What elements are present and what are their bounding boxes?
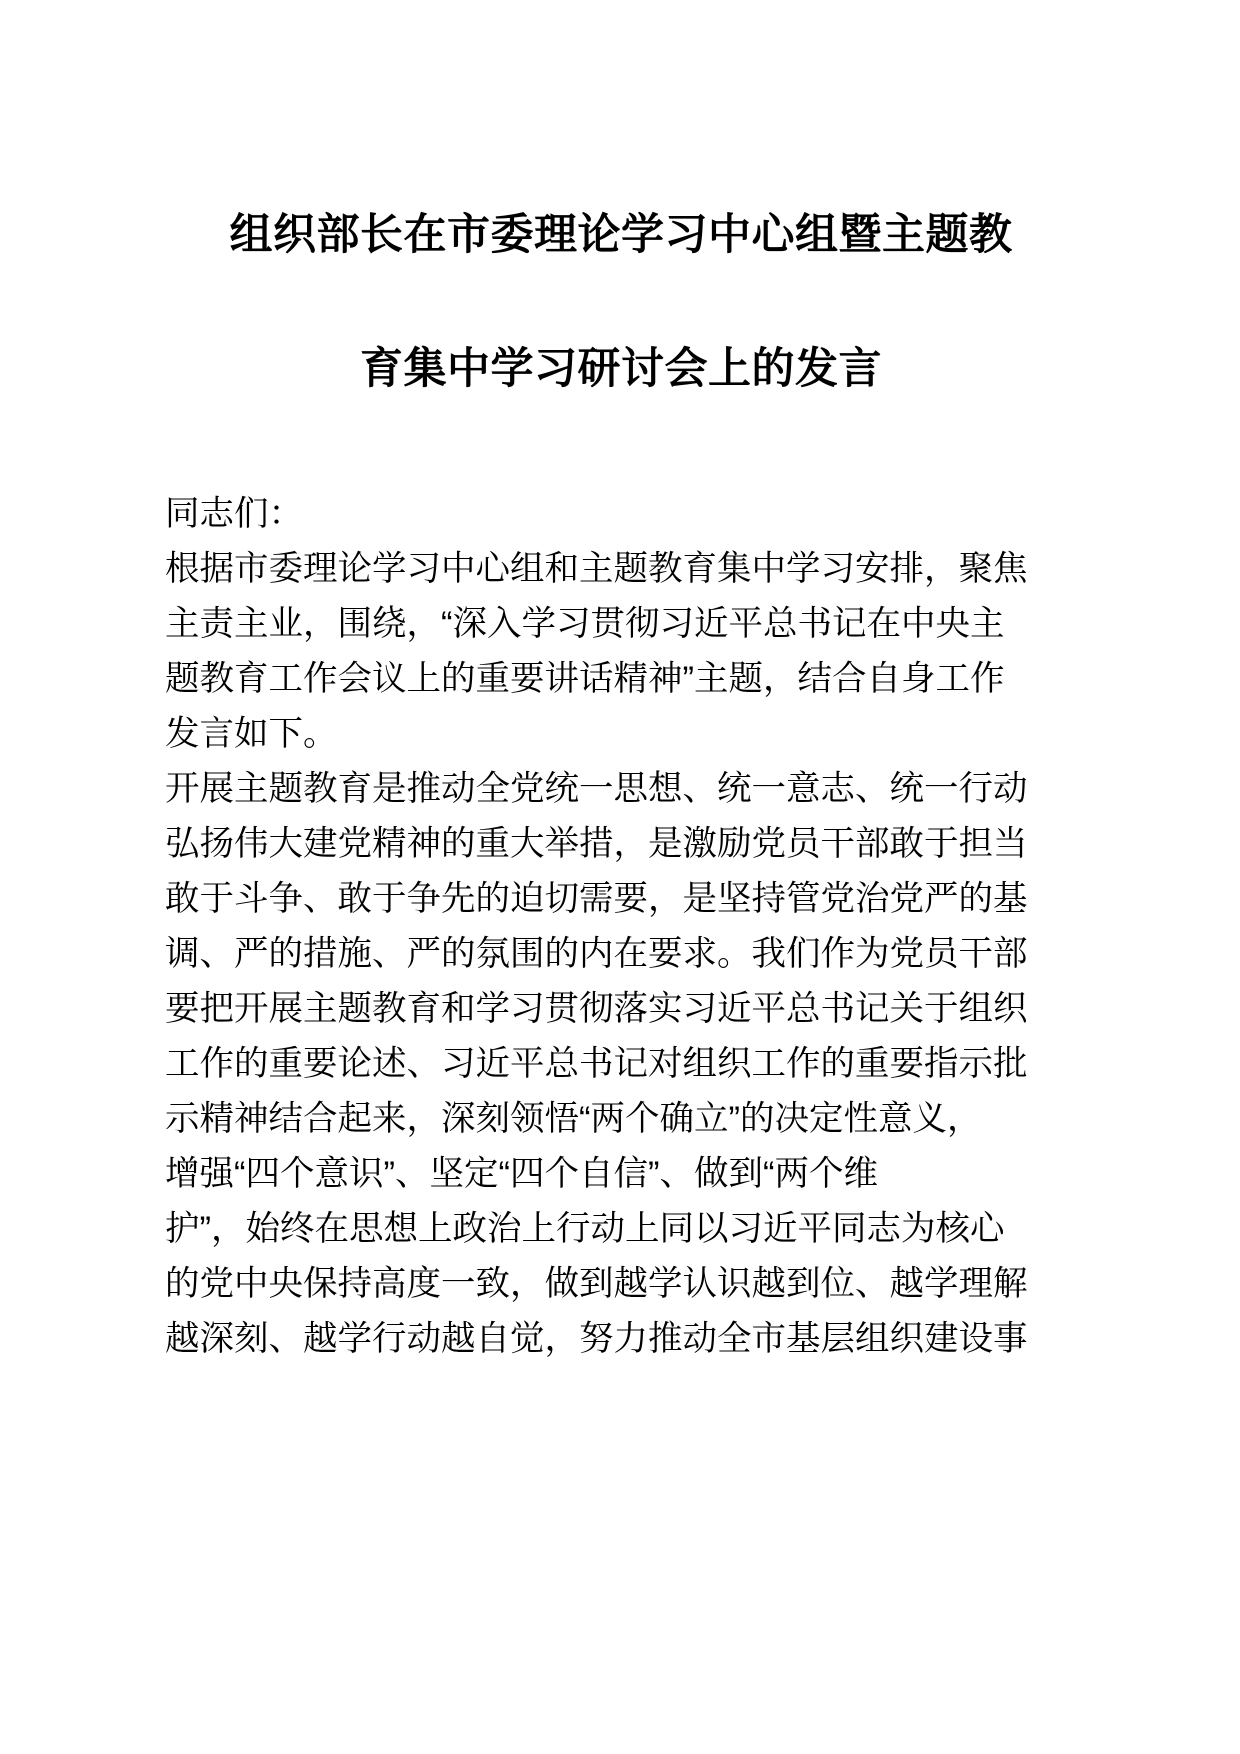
paragraph-2-line-1: 开展主题教育是推动全党统一思想、统一意志、统一行动 (165, 770, 1028, 808)
paragraph-1-line-1: 根据市委理论学习中心组和主题教育集中学习安排，聚焦 (165, 550, 1028, 588)
title-line-1: 组织部长在市委理论学习中心组暨主题教 (229, 211, 1013, 259)
paragraph-2-line-6: 工作的重要论述、习近平总书记对组织工作的重要指示批 (165, 1045, 1028, 1083)
paragraph-2-line-5: 要把开展主题教育和学习贯彻落实习近平总书记关于组织 (165, 990, 1028, 1028)
title-line-2: 育集中学习研讨会上的发言 (360, 345, 882, 393)
paragraph-2-line-7: 示精神结合起来，深刻领悟“两个确立”的决定性意义， (165, 1100, 982, 1138)
document-title (160, 168, 1082, 436)
paragraph-1-line-3: 题教育工作会议上的重要讲话精神”主题，结合自身工作 (165, 660, 1005, 698)
paragraph-2-line-8: 增强“四个意识”、坚定“四个自信”、做到“两个维 (165, 1155, 878, 1193)
paragraph-2-line-4: 调、严的措施、严的氛围的内在要求。我们作为党员干部 (165, 935, 1028, 973)
paragraph-2-line-10: 的党中央保持高度一致，做到越学认识越到位、越学理解 (165, 1265, 1028, 1303)
paragraph-1-line-4: 发言如下。 (165, 715, 338, 753)
paragraph-2-line-9: 护”，始终在思想上政治上行动上同以习近平同志为核心 (165, 1210, 1005, 1248)
document-body (165, 487, 1028, 1367)
paragraph-1 (165, 542, 1028, 762)
paragraph-2 (165, 762, 1028, 1367)
paragraph-2-line-11: 越深刻、越学行动越自觉，努力推动全市基层组织建设事 (165, 1320, 1028, 1358)
paragraph-1-line-2: 主责主业，围绕，“深入学习贯彻习近平总书记在中央主 (165, 605, 1005, 643)
paragraph-2-line-2: 弘扬伟大建党精神的重大举措，是激励党员干部敢于担当 (165, 825, 1028, 863)
salutation: 同志们： (165, 495, 303, 533)
paragraph-2-line-3: 敢于斗争、敢于争先的迫切需要，是坚持管党治党严的基 (165, 880, 1028, 918)
